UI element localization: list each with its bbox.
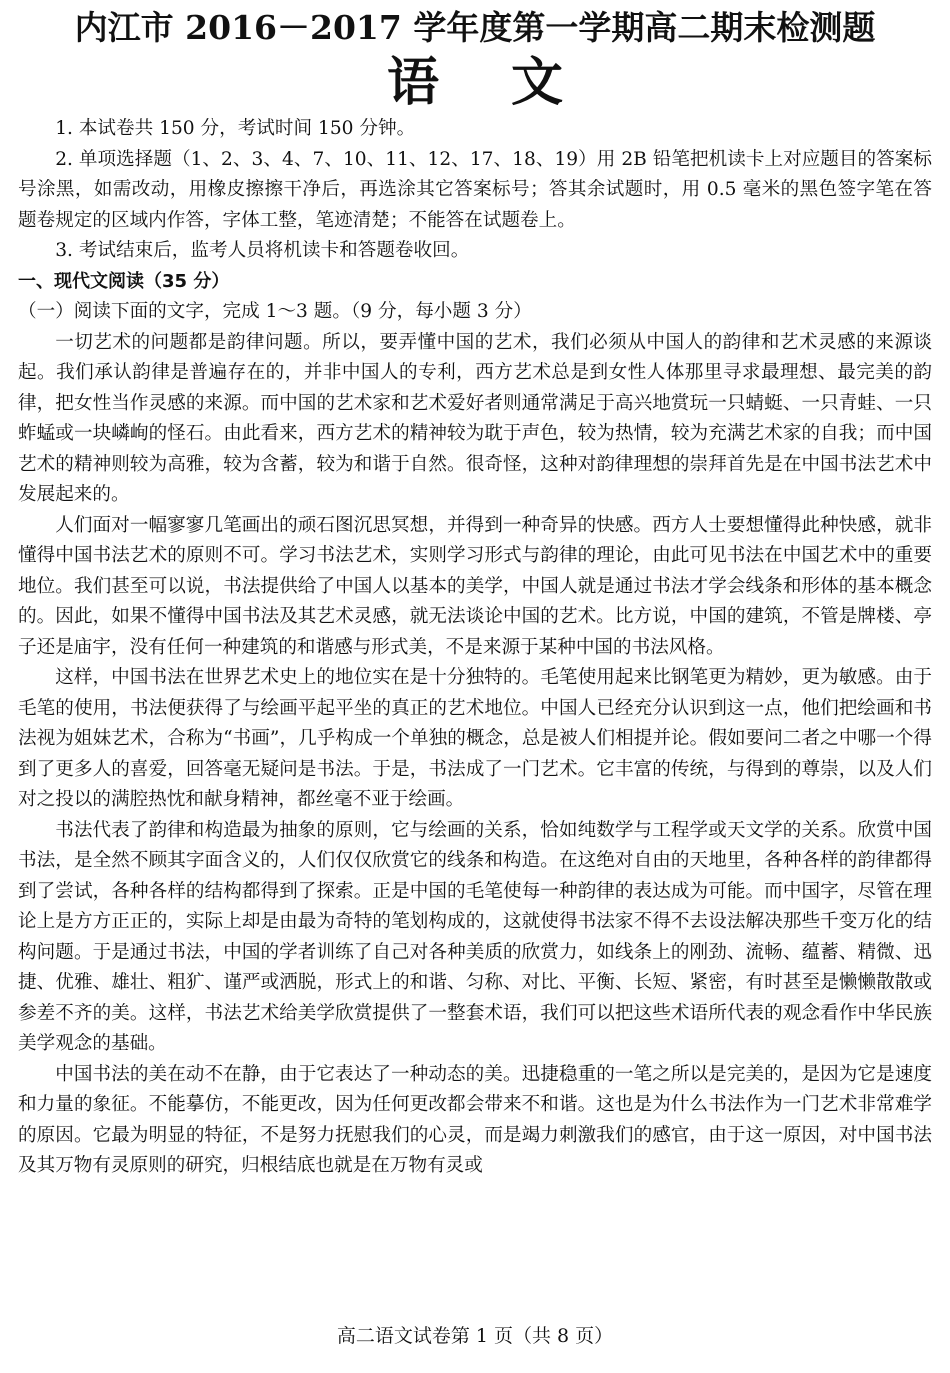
instruction-3: 3. 考试结束后，监考人员将机读卡和答题卷收回。 [55, 240, 470, 261]
passage-paragraph-3: 这样，中国书法在世界艺术史上的地位实在是十分独特的。毛笔使用起来比钢笔更为精妙，更为敏感。由于毛笔的使用，书法便获得了与绘画平起平坐的真正的艺术地位。中国人已经充分认识到这一点，他们把绘画和书法视为姐妹艺术，合称为“书画”，几乎构成一个单独的概念，总是被人们相提并论。假如要问二者之中哪一个得到了更多人的喜爱，回答毫无疑问是书法。于是，书法成了一门艺术。它丰富的传统，与得到的尊崇，以及人们对之投以的满腔热忱和献身精神，都丝毫不亚于绘画。 [18, 667, 932, 810]
exam-title: 内江市 2016－2017 学年度第一学期高二期末检测题 [74, 8, 876, 47]
subject-title: 语文 [386, 52, 635, 113]
passage-paragraph-4: 书法代表了韵律和构造最为抽象的原则，它与绘画的关系，恰如纯数学与工程学或天文学的关系。欣赏中国书法，是全然不顾其字面含义的，人们仅仅欣赏它的线条和构造。在这绝对自由的天地里，各种各样的韵律都得到了尝试，各种各样的结构都得到了探索。正是中国的毛笔使每一种韵律的表达成为可能。而中国字，尽管在理论上是方方正正的，实际上却是由最为奇特的笔划构成的，这就使得书法家不得不去设法解决那些千变万化的结构问题。于是通过书法，中国的学者训练了自己对各种美质的欣赏力，如线条上的刚劲、流畅、蕴蓄、精微、迅捷、优雅、雄壮、粗犷、谨严或洒脱，形式上的和谐、匀称、对比、平衡、长短、紧密，有时甚至是懒懒散散或参差不齐的美。这样，书法艺术给美学欣赏提供了一整套术语，我们可以把这些术语所代表的观念看作中华民族美学观念的基础。 [18, 819, 932, 1054]
page-footer: 高二语文试卷第 1 页（共 8 页） [336, 1325, 614, 1347]
passage-paragraph-5: 中国书法的美在动不在静，由于它表达了一种动态的美。迅捷稳重的一笔之所以是完美的，是因为它是速度和力量的象征。不能摹仿，不能更改，因为任何更改都会带来不和谐。这也是为什么书法作为一门艺术非常难学的原因。它最为明显的特征，不是努力抚慰我们的心灵，而是竭力刺激我们的感官，由于这一原因，对中国书法及其万物有灵原则的研究，归根结底也就是在万物有灵或 [18, 1063, 932, 1176]
subsection-title: （一）阅读下面的文字，完成 1～3 题。（9 分，每小题 3 分） [18, 301, 532, 322]
passage-paragraph-1: 一切艺术的问题都是韵律问题。所以，要弄懂中国的艺术，我们必须从中国人的韵律和艺术灵感的来源谈起。我们承认韵律是普遍存在的，并非中国人的专利，西方艺术总是到女性人体那里寻求最理想、最完美的韵律，把女性当作灵感的来源。而中国的艺术家和艺术爱好者则通常满足于高兴地赏玩一只蜻蜓、一只青蛙、一只蚱蜢或一块嶙峋的怪石。由此看来，西方艺术的精神较为耽于声色，较为热情，较为充满艺术家的自我；而中国艺术的精神则较为高雅，较为含蓄，较为和谐于自然。很奇怪，这种对韵律理想的崇拜首先是在中国书法艺术中发展起来的。 [18, 331, 932, 505]
passage-paragraph-2: 人们面对一幅寥寥几笔画出的顽石图沉思冥想，并得到一种奇异的快感。西方人士要想懂得此种快感，就非懂得中国书法艺术的原则不可。学习书法艺术，实则学习形式与韵律的理论，由此可见书法在中国艺术中的重要地位。我们甚至可以说，书法提供给了中国人以基本的美学，中国人就是通过书法才学会线条和形体的基本概念的。因此，如果不懂得中国书法及其艺术灵感，就无法谈论中国的艺术。比方说，中国的建筑，不管是牌楼、亭子还是庙宇，没有任何一种建筑的和谐感与形式美，不是来源于某种中国的书法风格。 [18, 514, 932, 658]
instruction-2: 2. 单项选择题（1、2、3、4、7、10、11、12、17、18、19）用 2B 铅笔把机读卡上对应题目的答案标号涂黑，如需改动，用橡皮擦擦干净后，再选涂其它答案标号；答其余试题时，用 0.5 毫米的黑色签字笔在答题卷规定的区域内作答，字体工整，笔迹清楚；不能答在试题卷上。 [18, 148, 932, 231]
exam-content [18, 114, 932, 1182]
instruction-1: 1. 本试卷共 150 分，考试时间 150 分钟。 [55, 118, 416, 139]
section-title: 一、现代文阅读（35 分） [18, 270, 230, 292]
